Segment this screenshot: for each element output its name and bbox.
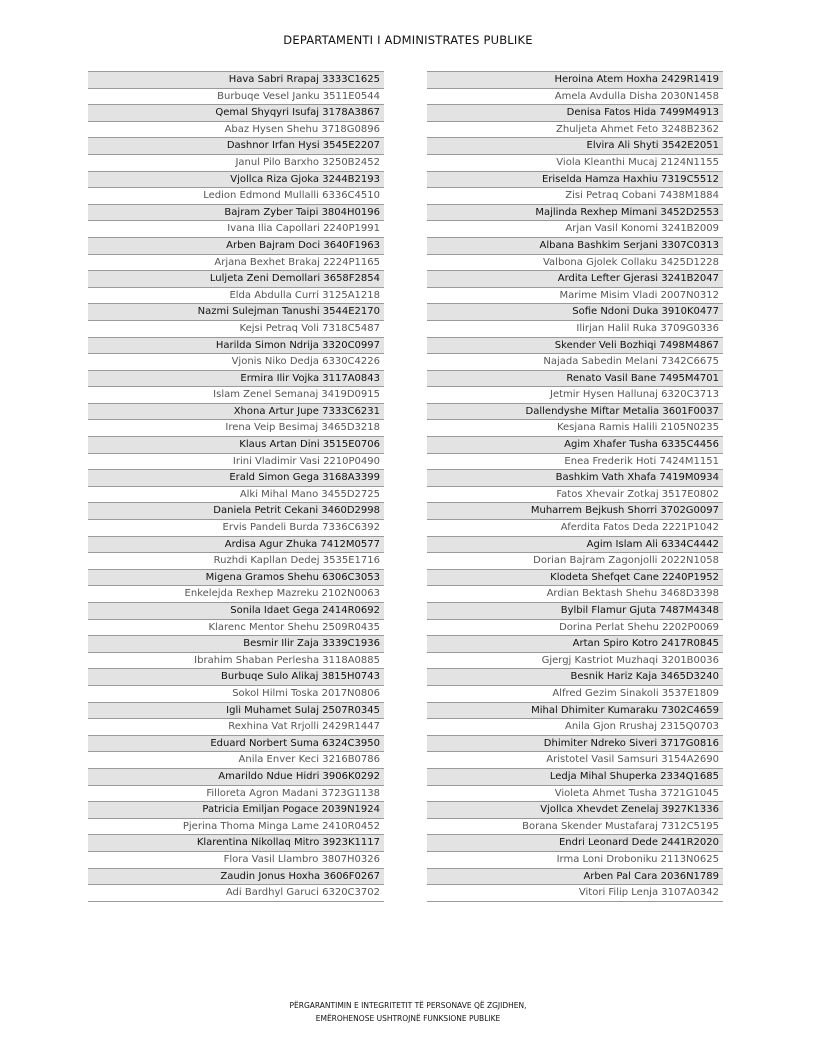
list-item: Bashkim Vath Xhafa 7419M0934 xyxy=(427,470,723,487)
list-item: Adi Bardhyl Garuci 6320C3702 xyxy=(88,885,384,902)
list-item: Aferdita Fatos Deda 2221P1042 xyxy=(427,520,723,537)
list-item: Sonila Idaet Gega 2414R0692 xyxy=(88,603,384,620)
list-item: Heroina Atem Hoxha 2429R1419 xyxy=(427,72,723,89)
right-name-list xyxy=(427,71,723,902)
list-item: Luljeta Zeni Demollari 3658F2854 xyxy=(88,271,384,288)
list-item: Bylbil Flamur Gjuta 7487M4348 xyxy=(427,603,723,620)
list-item: Najada Sabedin Melani 7342C6675 xyxy=(427,354,723,371)
list-item: Patricia Emiljan Pogace 2039N1924 xyxy=(88,802,384,819)
list-item: Dhimiter Ndreko Siveri 3717G0816 xyxy=(427,736,723,753)
page-title: DEPARTAMENTI I ADMINISTRATES PUBLIKE xyxy=(283,33,533,47)
list-item: Renato Vasil Bane 7495M4701 xyxy=(427,371,723,388)
list-item: Kejsi Petraq Voli 7318C5487 xyxy=(88,321,384,338)
list-item: Arjan Vasil Konomi 3241B2009 xyxy=(427,221,723,238)
list-item: Ledion Edmond Mullalli 6336C4510 xyxy=(88,188,384,205)
list-item: Dashnor Irfan Hysi 3545E2207 xyxy=(88,138,384,155)
list-item: Agim Islam Ali 6334C4442 xyxy=(427,537,723,554)
list-item: Ardian Bektash Shehu 3468D3398 xyxy=(427,586,723,603)
list-item: Hava Sabri Rrapaj 3333C1625 xyxy=(88,72,384,89)
list-item: Anila Enver Keci 3216B0786 xyxy=(88,752,384,769)
list-item: Ibrahim Shaban Perlesha 3118A0885 xyxy=(88,653,384,670)
list-item: Vjollca Riza Gjoka 3244B2193 xyxy=(88,172,384,189)
list-item: Borana Skender Mustafaraj 7312C5195 xyxy=(427,819,723,836)
list-item: Burbuqe Vesel Janku 3511E0544 xyxy=(88,89,384,106)
list-item: Daniela Petrit Cekani 3460D2998 xyxy=(88,503,384,520)
list-item: Klaus Artan Dini 3515E0706 xyxy=(88,437,384,454)
list-item: Filloreta Agron Madani 3723G1138 xyxy=(88,786,384,803)
list-item: Viola Kleanthi Mucaj 2124N1155 xyxy=(427,155,723,172)
list-item: Burbuqe Sulo Alikaj 3815H0743 xyxy=(88,669,384,686)
list-item: Eriselda Hamza Haxhiu 7319C5512 xyxy=(427,172,723,189)
list-item: Ivana Ilia Capollari 2240P1991 xyxy=(88,221,384,238)
list-item: Ermira Ilir Vojka 3117A0843 xyxy=(88,371,384,388)
list-item: Besnik Hariz Kaja 3465D3240 xyxy=(427,669,723,686)
list-item: Alki Mihal Mano 3455D2725 xyxy=(88,487,384,504)
list-item: Gjergj Kastriot Muzhaqi 3201B0036 xyxy=(427,653,723,670)
list-item: Vjonis Niko Dedja 6330C4226 xyxy=(88,354,384,371)
list-item: Dorian Bajram Zagonjolli 2022N1058 xyxy=(427,553,723,570)
list-item: Janul Pilo Barxho 3250B2452 xyxy=(88,155,384,172)
list-item: Marime Misim Vladi 2007N0312 xyxy=(427,288,723,305)
list-item: Klarenc Mentor Shehu 2509R0435 xyxy=(88,620,384,637)
list-item: Sofie Ndoni Duka 3910K0477 xyxy=(427,304,723,321)
list-item: Irma Loni Droboniku 2113N0625 xyxy=(427,852,723,869)
list-item: Harilda Simon Ndrija 3320C0997 xyxy=(88,338,384,355)
list-item: Sokol Hilmi Toska 2017N0806 xyxy=(88,686,384,703)
list-item: Majlinda Rexhep Mimani 3452D2553 xyxy=(427,205,723,222)
list-item: Enkelejda Rexhep Mazreku 2102N0063 xyxy=(88,586,384,603)
list-item: Arjana Bexhet Brakaj 2224P1165 xyxy=(88,255,384,272)
list-item: Kesjana Ramis Halili 2105N0235 xyxy=(427,420,723,437)
list-item: Vjollca Xhevdet Zenelaj 3927K1336 xyxy=(427,802,723,819)
list-item: Qemal Shyqyri Isufaj 3178A3867 xyxy=(88,105,384,122)
list-item: Amela Avdulla Disha 2030N1458 xyxy=(427,89,723,106)
list-item: Ruzhdi Kapllan Dedej 3535E1716 xyxy=(88,553,384,570)
list-item: Alfred Gezim Sinakoli 3537E1809 xyxy=(427,686,723,703)
list-item: Elda Abdulla Curri 3125A1218 xyxy=(88,288,384,305)
list-item: Ardita Lefter Gjerasi 3241B2047 xyxy=(427,271,723,288)
page-footer xyxy=(0,999,816,1025)
list-item: Enea Frederik Hoti 7424M1151 xyxy=(427,454,723,471)
list-item: Zisi Petraq Cobani 7438M1884 xyxy=(427,188,723,205)
list-item: Endri Leonard Dede 2441R2020 xyxy=(427,835,723,852)
list-item: Irini Vladimir Vasi 2210P0490 xyxy=(88,454,384,471)
list-item: Zhuljeta Ahmet Feto 3248B2362 xyxy=(427,122,723,139)
list-item: Ardisa Agur Zhuka 7412M0577 xyxy=(88,537,384,554)
list-item: Aristotel Vasil Samsuri 3154A2690 xyxy=(427,752,723,769)
footer-line-2: EMËROHENOSE USHTROJNË FUNKSIONE PUBLIKE xyxy=(315,1014,501,1023)
list-item: Mihal Dhimiter Kumaraku 7302C4659 xyxy=(427,703,723,720)
list-item: Agim Xhafer Tusha 6335C4456 xyxy=(427,437,723,454)
list-item: Abaz Hysen Shehu 3718G0896 xyxy=(88,122,384,139)
list-item: Arben Bajram Doci 3640F1963 xyxy=(88,238,384,255)
list-item: Jetmir Hysen Hallunaj 6320C3713 xyxy=(427,387,723,404)
list-item: Artan Spiro Kotro 2417R0845 xyxy=(427,636,723,653)
list-item: Erald Simon Gega 3168A3399 xyxy=(88,470,384,487)
list-item: Ledja Mihal Shuperka 2334Q1685 xyxy=(427,769,723,786)
list-item: Valbona Gjolek Collaku 3425D1228 xyxy=(427,255,723,272)
list-item: Ervis Pandeli Burda 7336C6392 xyxy=(88,520,384,537)
list-item: Eduard Norbert Suma 6324C3950 xyxy=(88,736,384,753)
list-item: Nazmi Sulejman Tanushi 3544E2170 xyxy=(88,304,384,321)
list-item: Skender Veli Bozhiqi 7498M4867 xyxy=(427,338,723,355)
list-item: Klodeta Shefqet Cane 2240P1952 xyxy=(427,570,723,587)
footer-line-1: PËRGARANTIMIN E INTEGRITETIT TË PERSONAVE QË ZGJIDHEN, xyxy=(289,1001,527,1010)
list-item: Muharrem Bejkush Shorri 3702G0097 xyxy=(427,503,723,520)
list-item: Flora Vasil Llambro 3807H0326 xyxy=(88,852,384,869)
list-item: Amarildo Ndue Hidri 3906K0292 xyxy=(88,769,384,786)
list-item: Islam Zenel Semanaj 3419D0915 xyxy=(88,387,384,404)
list-item: Arben Pal Cara 2036N1789 xyxy=(427,869,723,886)
list-item: Dorina Perlat Shehu 2202P0069 xyxy=(427,620,723,637)
list-item: Zaudin Jonus Hoxha 3606F0267 xyxy=(88,869,384,886)
list-item: Albana Bashkim Serjani 3307C0313 xyxy=(427,238,723,255)
left-name-list xyxy=(88,71,384,902)
list-item: Migena Gramos Shehu 6306C3053 xyxy=(88,570,384,587)
list-item: Violeta Ahmet Tusha 3721G1045 xyxy=(427,786,723,803)
list-item: Denisa Fatos Hida 7499M4913 xyxy=(427,105,723,122)
list-item: Klarentina Nikollaq Mitro 3923K1117 xyxy=(88,835,384,852)
list-item: Elvira Ali Shyti 3542E2051 xyxy=(427,138,723,155)
list-item: Besmir Ilir Zaja 3339C1936 xyxy=(88,636,384,653)
list-item: Irena Veip Besimaj 3465D3218 xyxy=(88,420,384,437)
list-item: Fatos Xhevair Zotkaj 3517E0802 xyxy=(427,487,723,504)
list-item: Rexhina Vat Rrjolli 2429R1447 xyxy=(88,719,384,736)
list-item: Ilirjan Halil Ruka 3709G0336 xyxy=(427,321,723,338)
list-item: Xhona Artur Jupe 7333C6231 xyxy=(88,404,384,421)
list-item: Bajram Zyber Taipi 3804H0196 xyxy=(88,205,384,222)
list-item: Vitori Filip Lenja 3107A0342 xyxy=(427,885,723,902)
list-item: Anila Gjon Rrushaj 2315Q0703 xyxy=(427,719,723,736)
list-item: Dallendyshe Miftar Metalia 3601F0037 xyxy=(427,404,723,421)
list-item: Igli Muhamet Sulaj 2507R0345 xyxy=(88,703,384,720)
list-item: Pjerina Thoma Minga Lame 2410R0452 xyxy=(88,819,384,836)
